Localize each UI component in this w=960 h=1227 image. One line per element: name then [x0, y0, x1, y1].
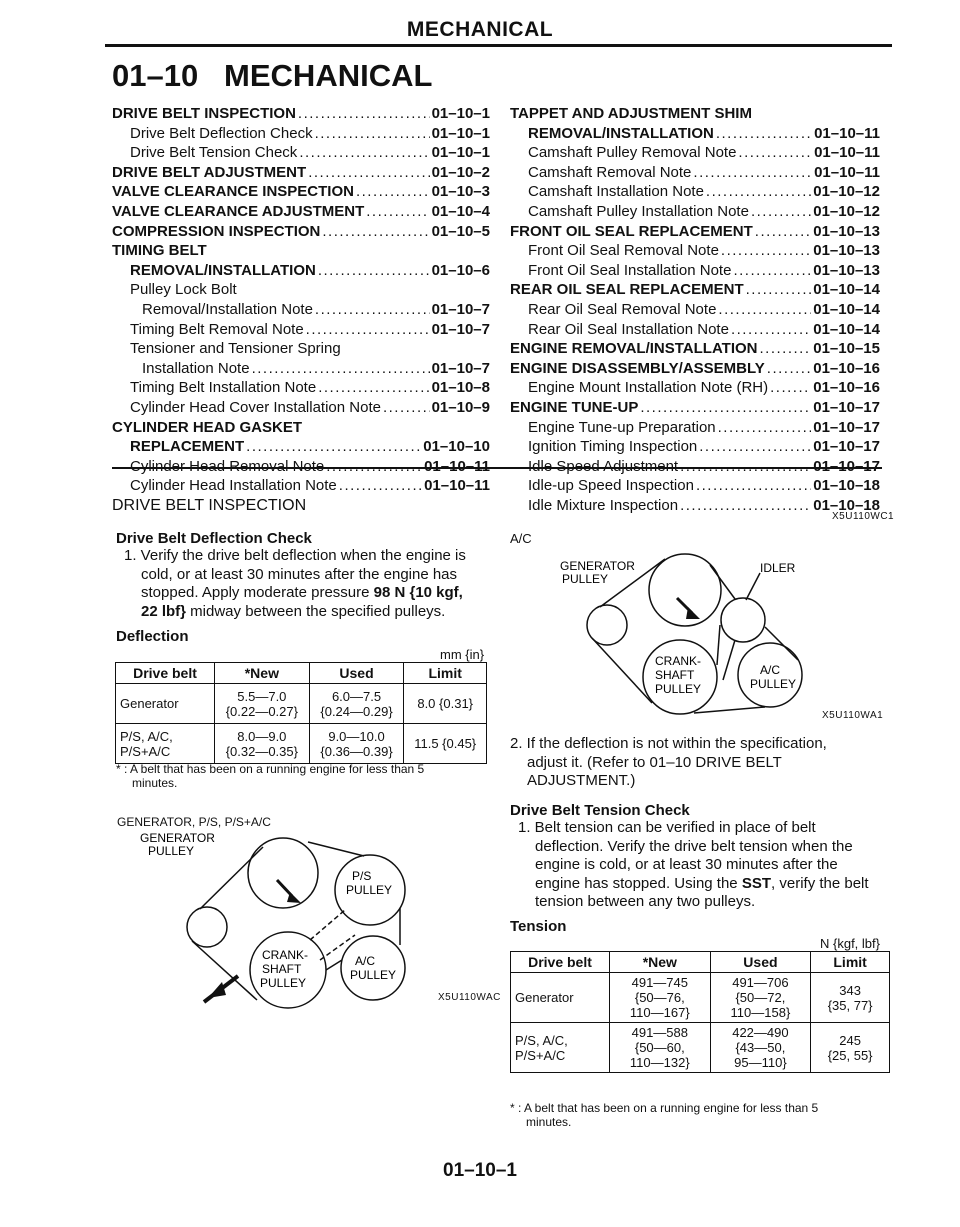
deflection-step-1: [124, 547, 494, 621]
cell-used: 9.0—10.0 {0.36—0.39}: [309, 724, 404, 764]
cell-used: 6.0—7.5 {0.24—0.29}: [309, 684, 404, 724]
toc-entry[interactable]: [112, 476, 490, 496]
toc-entry[interactable]: [112, 320, 490, 340]
toc-entry-page: 01–10–1: [431, 144, 490, 162]
tension-step-1: 1. Belt tension can be verified in place of belt deflection. Verify the drive belt tension when the engine is cold, or at least 30 minutes after the engine has stopped. Using the SST, verify the belt tension between any two pulleys.: [518, 819, 869, 910]
toc-entry[interactable]: [112, 418, 490, 438]
toc-entry[interactable]: [112, 280, 490, 300]
pressure-value-lbf: 22 lbf}: [141, 602, 187, 620]
cell-limit: 245 {25, 55}: [811, 1023, 890, 1073]
toc-entry[interactable]: [112, 300, 490, 320]
toc-entry-page: 01–10–12: [813, 183, 880, 201]
label-crank-pulley: PULLEY: [260, 976, 307, 990]
cell-new: 491—745 {50—76, 110—167}: [610, 973, 711, 1023]
toc-entry[interactable]: [112, 104, 490, 124]
toc-entry-label: DRIVE BELT ADJUSTMENT: [112, 163, 307, 181]
toc-entry-page: 01–10–14: [813, 300, 880, 318]
toc-entry-page: 01–10–5: [431, 222, 490, 240]
toc-entry-page: 01–10–11: [814, 163, 880, 181]
toc-leader: [696, 476, 811, 496]
toc-entry[interactable]: [112, 359, 490, 379]
toc-leader: [770, 378, 811, 398]
toc-entry-label: DRIVE BELT INSPECTION: [112, 105, 296, 122]
toc-leader: [731, 320, 811, 340]
toc-leader: [746, 280, 812, 300]
label-crank-pulley: PULLEY: [655, 682, 702, 696]
col-used: Used: [309, 663, 404, 684]
toc-leader: [315, 124, 430, 144]
toc-leader: [721, 241, 811, 261]
cell-limit: 343 {35, 77}: [811, 973, 890, 1023]
table-row: [116, 724, 487, 764]
toc-entry-page: 01–10–17: [813, 418, 880, 436]
table-header-row: [511, 952, 890, 973]
toc-entry-label: VALVE CLEARANCE INSPECTION: [112, 183, 354, 201]
toc-entry-page: 01–10–16: [813, 379, 880, 397]
toc-leader: [760, 339, 812, 359]
toc-entry-label: FRONT OIL SEAL REPLACEMENT: [510, 222, 753, 240]
toc-leader: [306, 320, 430, 340]
col-drive-belt: Drive belt: [116, 663, 215, 684]
toc-entry-label: REPLACEMENT: [130, 438, 245, 456]
toc-entry-page: 01–10–1: [431, 105, 490, 122]
toc-entry[interactable]: [510, 378, 880, 398]
tension-footnote: * : A belt that has been on a running engine for less than 5 minutes.: [510, 1101, 819, 1129]
toc-leader: [693, 163, 812, 183]
toc-entry-page: 01–10–13: [813, 242, 880, 260]
toc-leader: [383, 398, 430, 418]
toc-leader: [718, 418, 812, 438]
toc-entry[interactable]: [112, 241, 490, 261]
toc-entry[interactable]: [510, 398, 880, 418]
toc-entry-label: Pulley Lock Bolt: [130, 281, 237, 299]
toc-leader: [718, 300, 811, 320]
toc-entry-page: 01–10–4: [431, 202, 490, 220]
deflection-unit: mm {in}: [440, 647, 485, 662]
label-generator-pulley: PULLEY: [562, 572, 609, 586]
tension-table: [510, 951, 890, 1073]
toc-entry-page: 01–10–1: [431, 124, 490, 142]
toc-entry-page: 01–10–18: [813, 477, 880, 495]
toc-entry[interactable]: [510, 241, 880, 261]
cell-belt: P/S, A/C, P/S+A/C: [511, 1023, 610, 1073]
cell-new: 8.0—9.0 {0.32—0.35}: [215, 724, 310, 764]
col-new: *New: [215, 663, 310, 684]
toc-entry-page: 01–10–11: [424, 477, 490, 495]
toc-entry-page: 01–10–11: [814, 144, 880, 162]
toc-entry-page: 01–10–13: [813, 222, 880, 240]
toc-entry[interactable]: [510, 261, 880, 281]
tension-check-heading: Drive Belt Tension Check: [510, 802, 690, 819]
label-crank: CRANK-: [655, 654, 702, 668]
toc-entry-label: Engine Mount Installation Note (RH): [528, 379, 769, 397]
label-generator-pulley: PULLEY: [148, 844, 195, 858]
toc-leader: [322, 222, 429, 242]
toc-entry[interactable]: [112, 124, 490, 144]
cell-new: 491—588 {50—60, 110—132}: [610, 1023, 711, 1073]
diagram2-caption: A/C: [510, 531, 532, 546]
col-used: Used: [710, 952, 811, 973]
toc-entry-label: Removal/Installation Note: [142, 300, 313, 318]
toc-leader: [366, 202, 429, 222]
toc-entry-page: 01–10–18: [813, 496, 880, 514]
toc-leader: [308, 163, 429, 183]
toc-leader: [680, 496, 811, 516]
table-row: [511, 973, 890, 1023]
deflection-table: [115, 662, 487, 764]
deflection-step-2: 2. If the deflection is not within the specification, adjust it. (Refer to 01–10 DRIVE BELT ADJUSTMENT.): [510, 735, 827, 789]
toc-leader: [356, 182, 430, 202]
toc-entry[interactable]: [510, 222, 880, 242]
pressure-value: 98 N {10 kgf,: [373, 584, 463, 601]
cell-belt: P/S, A/C, P/S+A/C: [116, 724, 215, 764]
table-header-row: [116, 663, 487, 684]
step1-line3: stopped. Apply moderate pressure: [141, 584, 374, 601]
tension-unit: N {kgf, lbf}: [820, 936, 880, 951]
toc-leader: [755, 222, 811, 242]
toc-leader: [751, 202, 811, 222]
label-ps-pulley: PULLEY: [346, 883, 393, 897]
toc-entry-page: 01–10–14: [813, 281, 880, 299]
toc-entry-page: 01–10–7: [431, 300, 490, 318]
step1-line2: cold, or at least 30 minutes after the engine has: [141, 565, 458, 583]
toc-entry-label: Ignition Timing Inspection: [528, 438, 698, 456]
toc-leader: [246, 437, 421, 457]
toc-entry-label: TAPPET AND ADJUSTMENT SHIM: [510, 105, 752, 122]
toc-entry-page: 01–10–7: [431, 359, 490, 377]
toc-entry[interactable]: [510, 182, 880, 202]
toc-entry-label: Drive Belt Tension Check: [130, 144, 298, 162]
cell-used: 422—490 {43—50, 95—110}: [710, 1023, 811, 1073]
label-shaft: SHAFT: [655, 668, 695, 682]
diagram1-caption: GENERATOR, P/S, P/S+A/C: [117, 815, 271, 829]
toc-entry-page: 01–10–17: [813, 398, 880, 416]
toc-entry[interactable]: [112, 202, 490, 222]
step1-line4: midway between the specified pulleys.: [186, 602, 446, 620]
diagram1-code: X5U110WAC: [438, 992, 501, 1003]
sst-label: SST: [741, 874, 772, 892]
running-header: MECHANICAL: [406, 18, 554, 41]
toc-right-column: [510, 104, 880, 515]
label-ac-pulley: PULLEY: [750, 677, 797, 691]
toc-entry[interactable]: [510, 437, 880, 457]
toc-entry-label: CYLINDER HEAD GASKET: [112, 418, 303, 436]
cell-belt: Generator: [511, 973, 610, 1023]
toc-entry-page: 01–10–14: [813, 320, 880, 338]
deflection-footnote: * : A belt that has been on a running engine for less than 5 minutes.: [116, 762, 425, 790]
toc-leader: [298, 104, 430, 124]
toc-leader: [318, 261, 430, 281]
toc-entry-label: COMPRESSION INSPECTION: [112, 222, 321, 240]
toc-entry-label: Drive Belt Deflection Check: [130, 124, 313, 142]
toc-leader: [252, 359, 430, 379]
toc-entry[interactable]: [510, 104, 880, 124]
toc-leader: [318, 378, 429, 398]
page-number: 01–10–1: [443, 1160, 517, 1181]
label-ps: P/S: [352, 869, 372, 883]
toc-entry[interactable]: [510, 143, 880, 163]
toc-entry-label: ENGINE TUNE-UP: [510, 398, 639, 416]
cell-limit: 11.5 {0.45}: [404, 724, 487, 764]
toc-entry-label: Installation Note: [142, 359, 250, 377]
toc-entry-page: 01–10–9: [431, 398, 490, 416]
toc-entry-label: Tensioner and Tensioner Spring: [130, 340, 341, 358]
diagram2-code: X5U110WA1: [822, 710, 884, 721]
toc-leader: [767, 359, 811, 379]
toc-entry[interactable]: [112, 398, 490, 418]
toc-entry-label: REMOVAL/INSTALLATION: [528, 124, 714, 142]
table-row: [116, 684, 487, 724]
toc-entry-page: 01–10–2: [431, 163, 490, 181]
toc-entry[interactable]: [510, 124, 880, 144]
section-title: 01–10 MECHANICAL: [112, 58, 433, 93]
toc-entry-label: Timing Belt Installation Note: [130, 379, 317, 397]
toc-entry-page: 01–10–6: [431, 261, 490, 279]
toc-entry-label: Rear Oil Seal Installation Note: [528, 320, 729, 338]
toc-entry-label: Front Oil Seal Removal Note: [528, 242, 719, 260]
belt-diagram-ac: [560, 545, 850, 715]
toc-leader: [315, 300, 430, 320]
toc-entry-label: Front Oil Seal Installation Note: [528, 261, 732, 279]
toc-entry[interactable]: [510, 280, 880, 300]
toc-entry-label: Idle-up Speed Inspection: [528, 477, 694, 495]
header-rule: [105, 44, 892, 47]
toc-entry[interactable]: [112, 143, 490, 163]
toc-entry[interactable]: [112, 261, 490, 281]
cell-belt: Generator: [116, 684, 215, 724]
toc-entry-label: Idle Mixture Inspection: [528, 496, 679, 514]
toc-entry-page: 01–10–11: [814, 124, 880, 142]
toc-entry[interactable]: [510, 163, 880, 183]
col-drive-belt: Drive belt: [511, 952, 610, 973]
toc-entry-label: Camshaft Pulley Installation Note: [528, 202, 749, 220]
toc-entry[interactable]: [112, 163, 490, 183]
toc-leader: [299, 143, 429, 163]
step1-line1: 1. Verify the drive belt deflection when the engine is: [124, 547, 466, 564]
toc-entry-page: 01–10–13: [813, 261, 880, 279]
toc-entry-label: REMOVAL/INSTALLATION: [130, 261, 316, 279]
toc-entry-page: 01–10–17: [813, 438, 880, 456]
toc-entry-label: REAR OIL SEAL REPLACEMENT: [510, 281, 744, 299]
toc-left-column: [112, 104, 490, 496]
label-idler: IDLER: [760, 561, 796, 575]
table-row: [511, 1023, 890, 1073]
tension-heading: Tension: [510, 918, 567, 935]
label-generator: GENERATOR: [560, 559, 635, 573]
code-top: X5U110WC1: [832, 511, 895, 522]
toc-entry[interactable]: [510, 202, 880, 222]
toc-entry-label: ENGINE REMOVAL/INSTALLATION: [510, 340, 758, 358]
toc-entry-label: VALVE CLEARANCE ADJUSTMENT: [112, 202, 365, 220]
toc-entry-page: 01–10–10: [423, 438, 490, 456]
toc-entry-page: 01–10–16: [813, 359, 880, 377]
deflection-heading: Deflection: [116, 628, 189, 645]
toc-entry[interactable]: [112, 222, 490, 242]
toc-entry[interactable]: [112, 437, 490, 457]
toc-entry-page: 01–10–7: [431, 320, 490, 338]
section-heading: DRIVE BELT INSPECTION: [112, 497, 307, 514]
toc-entry-label: Engine Tune-up Preparation: [528, 418, 716, 436]
toc-entry-page: 01–10–8: [431, 379, 490, 397]
toc-entry[interactable]: [510, 300, 880, 320]
toc-entry[interactable]: [112, 339, 490, 359]
toc-leader: [733, 261, 811, 281]
toc-entry-label: Camshaft Removal Note: [528, 163, 692, 181]
toc-leader: [716, 124, 812, 144]
cell-used: 491—706 {50—72, 110—158}: [710, 973, 811, 1023]
toc-entry[interactable]: [510, 320, 880, 340]
toc-entry-label: TIMING BELT: [112, 242, 207, 260]
toc-entry-label: ENGINE DISASSEMBLY/ASSEMBLY: [510, 359, 765, 377]
toc-entry[interactable]: [510, 418, 880, 438]
toc-entry[interactable]: [510, 496, 880, 516]
toc-entry-label: Rear Oil Seal Removal Note: [528, 300, 717, 318]
toc-entry-label: Camshaft Installation Note: [528, 183, 704, 201]
col-new: *New: [610, 952, 711, 973]
label-crank: CRANK-: [262, 948, 309, 962]
toc-leader: [706, 182, 811, 202]
toc-leader: [339, 476, 422, 496]
toc-entry[interactable]: [112, 378, 490, 398]
toc-leader: [640, 398, 811, 418]
toc-entry[interactable]: [112, 182, 490, 202]
label-ac: A/C: [760, 663, 781, 677]
cell-limit: 8.0 {0.31}: [404, 684, 487, 724]
toc-leader: [738, 143, 812, 163]
toc-entry-label: Cylinder Head Installation Note: [130, 477, 337, 495]
label-shaft: SHAFT: [262, 962, 302, 976]
toc-divider: [112, 467, 882, 469]
toc-entry-label: Timing Belt Removal Note: [130, 320, 304, 338]
col-limit: Limit: [404, 663, 487, 684]
toc-entry-page: 01–10–12: [813, 202, 880, 220]
toc-entry[interactable]: [510, 476, 880, 496]
label-generator: GENERATOR: [140, 831, 215, 845]
deflection-check-heading: Drive Belt Deflection Check: [116, 530, 312, 547]
toc-entry[interactable]: [510, 339, 880, 359]
toc-leader: [699, 437, 811, 457]
col-limit: Limit: [811, 952, 890, 973]
belt-diagram-generator-ps-ac: [140, 830, 440, 1020]
toc-entry-page: 01–10–15: [813, 340, 880, 358]
toc-entry-page: 01–10–3: [431, 183, 490, 201]
label-ac: A/C: [355, 954, 376, 968]
label-ac-pulley: PULLEY: [350, 968, 397, 982]
toc-entry[interactable]: [510, 359, 880, 379]
toc-entry-label: Camshaft Pulley Removal Note: [528, 144, 737, 162]
toc-entry-label: Cylinder Head Cover Installation Note: [130, 398, 381, 416]
cell-new: 5.5—7.0 {0.22—0.27}: [215, 684, 310, 724]
